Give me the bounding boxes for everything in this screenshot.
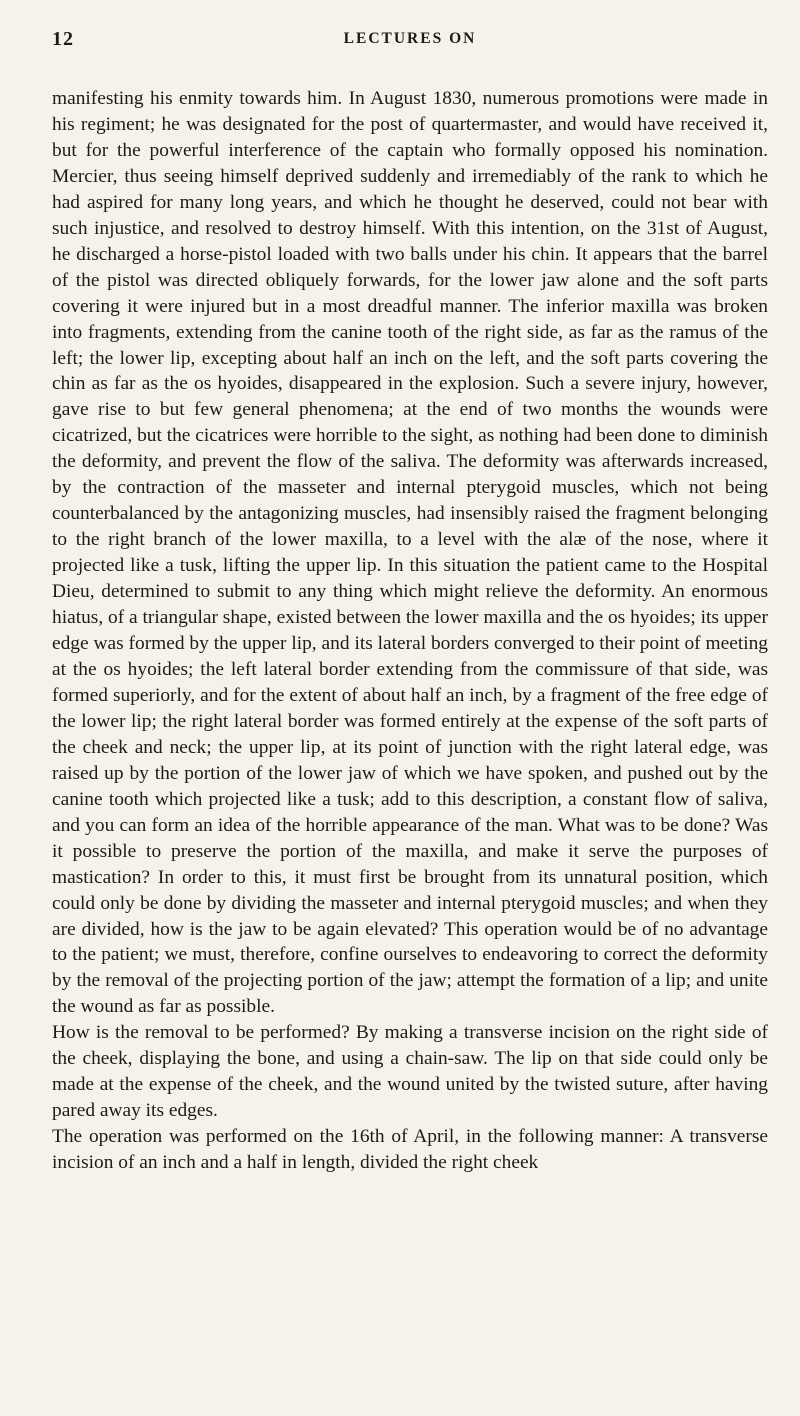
paragraph-continuation: manifesting his enmity towards him. In August 1830, numerous promotions were made in his regiment; he was designated for the post of quartermaster, and would have received it, but for the powerful interference of the captain who formally opposed his nomination. Mercier, thus seeing himself deprived suddenly and irremediably of the rank to which he had aspired for many long years, and which he thought he deserved, could not bear with such injustice, and resolved to destroy himself. With this intention, on the 31st of August, he discharged a horse-pistol loaded with two balls under his chin. It appears that the barrel of the pistol was directed obliquely forwards, for the lower jaw alone and the soft parts covering it were injured but in a most dreadful manner. The inferior maxilla was broken into fragments, extending from the canine tooth of the right side, as far as the ramus of the left; the lower lip, excepting about half an inch on the left, and the soft parts covering the chin as far as the os hyoides, disappeared in the explosion. Such a severe injury, however, gave rise to but few general phenomena; at the end of two months the wounds were cicatrized, but the cicatrices were horrible to the sight, as nothing had been done to diminish the deformity, and prevent the flow of the saliva. The deformity was afterwards increased, by the contraction of the masseter and internal pterygoid muscles, which not being counterbalanced by the antagonizing muscles, had insensibly raised the fragment belonging to the right branch of the lower maxilla, to a level with the alæ of the nose, where it projected like a tusk, lifting the upper lip. In this situation the patient came to the Hospital Dieu, determined to submit to any thing which might relieve the deformity. An enormous hiatus, of a triangular shape, existed between the lower maxilla and the os hyoides; its upper edge was formed by the upper lip, and its lateral borders converged to their point of meeting at the os hyoides; the left lateral border extending from the commissure of that side, was formed superiorly, and for the extent of about half an inch, by a fragment of the free edge of the lower lip; the right lateral border was formed entirely at the expense of the soft parts of the cheek and neck; the upper lip, at its point of junction with the right lateral edge, was raised up by the portion of the lower jaw of which we have spoken, and pushed out by the canine tooth which projected like a tusk; add to this description, a constant flow of saliva, and you can form an idea of the horrible appearance of the man. What was to be done? Was it possible to preserve the portion of the maxilla, and make it serve the purposes of mastication? In order to this, it must first be brought from its unnatural position, which could only be done by dividing the masseter and internal pterygoid muscles; and when they are divided, how is the jaw to be again elevated? This operation would be of no advantage to the patient; we must, therefore, confine ourselves to endeavoring to correct the deformity by the removal of the projecting portion of the jaw; attempt the formation of a lip; and unite the wound as far as possible. (52, 88, 768, 1018)
running-title: LECTURES ON (343, 30, 477, 47)
page-number: 12 (52, 28, 74, 50)
paragraph-operation: The operation was performed on the 16th of April, in the following manner: A transverse incision of an inch and a half in length, divided the right cheek (52, 1126, 768, 1174)
body-text (52, 86, 768, 1176)
book-page (52, 28, 768, 1176)
paragraph-removal: How is the removal to be performed? By making a transverse incision on the right side of the cheek, displaying the bone, and using a chain-saw. The lip on that side could only be made at the expense of the cheek, and the wound united by the twisted suture, after having pared away its edges. (52, 1022, 768, 1122)
running-head (52, 28, 768, 58)
